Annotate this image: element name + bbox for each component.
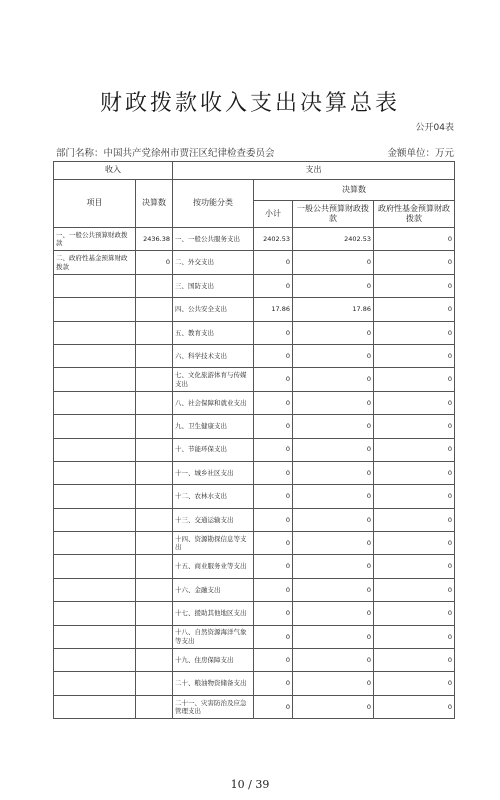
subtotal-cell: 0 [254,625,293,648]
income-item-cell [54,344,136,367]
income-amount-cell [136,625,173,648]
subtotal-cell: 0 [254,532,293,555]
expense-category-cell: 三、国防支出 [173,274,254,297]
gov-fund-cell: 0 [374,415,455,438]
income-amount-cell [136,415,173,438]
table-row [54,298,455,321]
general-budget-cell: 0 [293,602,374,625]
subtotal-cell: 0 [254,461,293,484]
table-row [54,274,455,297]
income-item-cell [54,415,136,438]
income-amount-cell [136,602,173,625]
general-budget-cell: 0 [293,672,374,695]
general-budget-header: 一般公共预算财政拨款 [293,201,374,228]
income-amount-cell [136,532,173,555]
general-budget-cell: 0 [293,625,374,648]
table-row [54,695,455,718]
general-budget-cell: 0 [293,274,374,297]
subtotal-cell: 0 [254,274,293,297]
table-row [54,649,455,672]
final-amount-header: 决算数 [136,180,173,228]
subtotal-cell: 0 [254,344,293,367]
general-budget-cell: 0 [293,321,374,344]
general-budget-cell: 0 [293,438,374,461]
subtotal-cell: 17.86 [254,298,293,321]
subtotal-cell: 0 [254,695,293,718]
expense-category-cell: 六、科学技术支出 [173,344,254,367]
expense-category-cell: 十四、资源勘探信息等支出 [173,532,254,555]
general-budget-cell: 0 [293,368,374,391]
income-item-cell [54,391,136,414]
subtotal-cell: 0 [254,415,293,438]
gov-fund-cell: 0 [374,695,455,718]
gov-fund-header: 政府性基金预算财政拨款 [374,201,455,228]
gov-fund-cell: 0 [374,438,455,461]
income-amount-cell [136,391,173,414]
general-budget-cell: 17.86 [293,298,374,321]
page-number: 10 / 39 [230,778,270,791]
page-title: 财政拨款收入支出决算总表 [99,91,400,116]
subtotal-cell: 0 [254,649,293,672]
general-budget-cell: 0 [293,251,374,274]
table-row [54,602,455,625]
table-row [54,228,455,251]
gov-fund-cell: 0 [374,391,455,414]
subtotal-cell: 0 [254,251,293,274]
income-amount-cell [136,368,173,391]
expense-category-cell: 八、社会保障和就业支出 [173,391,254,414]
general-budget-cell: 0 [293,508,374,531]
item-header: 项目 [54,180,136,228]
income-amount-cell [136,344,173,367]
income-item-cell [54,625,136,648]
subtotal-cell: 0 [254,555,293,578]
subtotal-cell: 0 [254,438,293,461]
general-budget-cell: 0 [293,485,374,508]
amount-unit: 金额单位：万元 [387,148,454,159]
subtotal-cell: 0 [254,578,293,601]
income-item-cell [54,438,136,461]
income-item-cell [54,649,136,672]
expense-category-cell: 四、公共安全支出 [173,298,254,321]
gov-fund-cell: 0 [374,602,455,625]
income-amount-cell [136,508,173,531]
income-item-cell: 一、一般公共预算财政拨款 [54,228,136,251]
income-amount-cell [136,555,173,578]
expense-category-cell: 十八、自然资源海洋气象等支出 [173,625,254,648]
income-item-cell [54,461,136,484]
final-accounts-table [53,161,455,719]
subtotal-header: 小计 [254,201,293,228]
gov-fund-cell: 0 [374,649,455,672]
gov-fund-cell: 0 [374,578,455,601]
income-item-cell [54,485,136,508]
table-row [54,251,455,274]
income-item-cell [54,508,136,531]
income-item-cell [54,532,136,555]
expense-category-cell: 七、文化旅游体育与传媒支出 [173,368,254,391]
function-class-header: 按功能分类 [173,180,254,228]
expense-category-cell: 五、教育支出 [173,321,254,344]
subtotal-cell: 0 [254,321,293,344]
expense-category-cell: 十二、农林水支出 [173,485,254,508]
table-row [54,415,455,438]
income-amount-cell: 2436.38 [136,228,173,251]
income-amount-cell [136,461,173,484]
income-amount-cell [136,578,173,601]
general-budget-cell: 0 [293,578,374,601]
table-row [54,578,455,601]
table-row [54,485,455,508]
income-item-cell [54,578,136,601]
table-row [54,555,455,578]
table-row [54,368,455,391]
general-budget-cell: 0 [293,649,374,672]
expense-category-cell: 十一、城乡社区支出 [173,461,254,484]
general-budget-cell: 2402.53 [293,228,374,251]
general-budget-cell: 0 [293,532,374,555]
general-budget-cell: 0 [293,344,374,367]
expense-category-cell: 二十一、灾害防治及应急管理支出 [173,695,254,718]
gov-fund-cell: 0 [374,625,455,648]
gov-fund-cell: 0 [374,485,455,508]
income-amount-cell [136,649,173,672]
gov-fund-cell: 0 [374,228,455,251]
expense-category-cell: 十五、商业服务业等支出 [173,555,254,578]
income-amount-cell [136,321,173,344]
income-item-cell [54,298,136,321]
general-budget-cell: 0 [293,391,374,414]
subtotal-cell: 0 [254,485,293,508]
expense-category-cell: 十、节能环保支出 [173,438,254,461]
form-code: 公开04表 [415,123,454,133]
income-item-cell [54,672,136,695]
subtotal-cell: 2402.53 [254,228,293,251]
final-amount-group-header: 决算数 [254,180,455,201]
gov-fund-cell: 0 [374,298,455,321]
table-row [54,321,455,344]
expense-category-cell: 十九、住房保障支出 [173,649,254,672]
income-amount-cell [136,298,173,321]
income-item-cell [54,602,136,625]
expense-category-cell: 十七、援助其他地区支出 [173,602,254,625]
subtotal-cell: 0 [254,602,293,625]
expense-category-cell: 一、一般公共服务支出 [173,228,254,251]
gov-fund-cell: 0 [374,532,455,555]
expense-category-cell: 二十、粮油物资储备支出 [173,672,254,695]
gov-fund-cell: 0 [374,672,455,695]
income-amount-cell [136,695,173,718]
subtotal-cell: 0 [254,672,293,695]
gov-fund-cell: 0 [374,508,455,531]
gov-fund-cell: 0 [374,321,455,344]
table-row [54,344,455,367]
income-item-cell [54,321,136,344]
gov-fund-cell: 0 [374,555,455,578]
gov-fund-cell: 0 [374,368,455,391]
income-amount-cell [136,672,173,695]
table-row [54,508,455,531]
table-row [54,625,455,648]
expense-category-cell: 二、外交支出 [173,251,254,274]
income-amount-cell [136,274,173,297]
income-amount-cell [136,438,173,461]
income-item-cell [54,555,136,578]
income-amount-cell: 0 [136,251,173,274]
income-item-cell [54,274,136,297]
general-budget-cell: 0 [293,461,374,484]
gov-fund-cell: 0 [374,251,455,274]
subtotal-cell: 0 [254,368,293,391]
expense-header: 支出 [173,162,455,180]
subtotal-cell: 0 [254,508,293,531]
income-header: 收入 [54,162,173,180]
gov-fund-cell: 0 [374,461,455,484]
general-budget-cell: 0 [293,695,374,718]
table-row [54,391,455,414]
gov-fund-cell: 0 [374,344,455,367]
expense-category-cell: 九、卫生健康支出 [173,415,254,438]
subtotal-cell: 0 [254,391,293,414]
table-row [54,532,455,555]
income-amount-cell [136,485,173,508]
income-item-cell [54,368,136,391]
table-row [54,438,455,461]
general-budget-cell: 0 [293,555,374,578]
table-row [54,672,455,695]
expense-category-cell: 十三、交通运输支出 [173,508,254,531]
table-row [54,461,455,484]
general-budget-cell: 0 [293,415,374,438]
expense-category-cell: 十六、金融支出 [173,578,254,601]
department-name: 部门名称：中国共产党徐州市贾汪区纪律检查委员会 [56,148,275,159]
income-item-cell [54,695,136,718]
income-item-cell: 二、政府性基金预算财政拨款 [54,251,136,274]
gov-fund-cell: 0 [374,274,455,297]
